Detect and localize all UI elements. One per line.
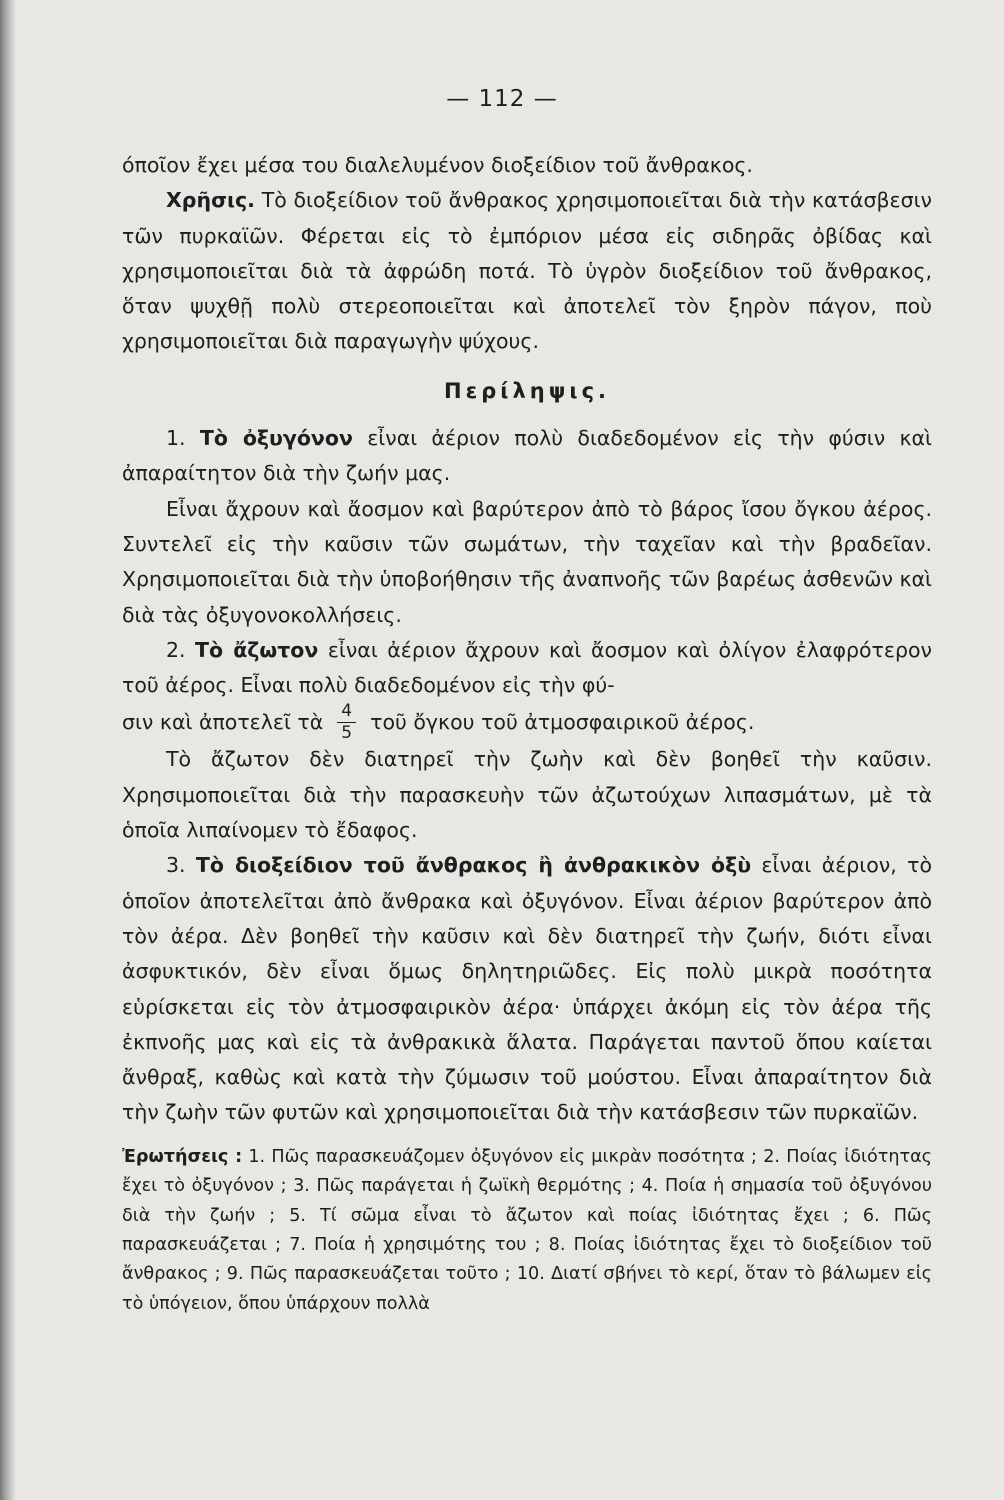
fraction-denominator: 5: [341, 723, 353, 744]
item-number: 2.: [166, 637, 196, 662]
fraction-line-after: τοῦ ὄγκου τοῦ ἀτμοσφαιρικοῦ ἀέρος.: [370, 710, 755, 735]
paragraph-continuation: όποῖον ἔχει μέσα του διαλελυμένον διοξείδιον τοῦ ἄνθρακος.: [122, 153, 753, 177]
paragraph-usage: [122, 183, 932, 359]
fraction: [337, 703, 356, 742]
item-text: εἶναι ἀέριον πολὺ διαδεδομένον εἰς τὴν φύσιν καὶ ἀπαραίτητον διὰ τὴν ζωήν μας.: [122, 426, 932, 486]
summary-oxygen-properties: Εἶναι ἄχρουν καὶ ἄοσμον καὶ βαρύτερον ἀπὸ τὸ βάρος ἴσου ὄγκου ἀέρος. Συντελεῖ εἰς τὴν καῦσιν τῶν σωμάτων, τὴν ταχεῖαν καὶ τὴν βραδεῖαν. Χρησιμοποιεῖται διὰ τὴν ὑποβοήθησιν τῆς ἀναπνοῆς τῶν βαρέως ἀσθενῶν καὶ διὰ τὰς ὀξυγονοκολλήσεις.: [122, 496, 932, 627]
fraction-line: [122, 703, 932, 742]
item-term: Τὸ διοξείδιον τοῦ ἄνθρακος ἢ ἀνθρακικὸν ὀξὺ: [195, 853, 752, 878]
usage-label: Χρῆσις.: [166, 188, 255, 213]
summary-heading: Περίληψις.: [444, 378, 610, 403]
usage-text: Τὸ διοξείδιον τοῦ ἄνθρακος χρησιμοποιεῖται διὰ τὴν κατάσβεσιν τῶν πυρκαϊῶν. Φέρεται εἰς τὸ ἐμπόριον μέσα εἰς σιδηρᾶς ὀβίδας καὶ χρησιμοποιεῖται διὰ τὰ ἀφρώδη ποτά. Τὸ ὑγρὸν διοξείδιον τοῦ ἄνθρακος, ὅταν ψυχθῇ πολὺ στερεοποιεῖται καὶ ἀποτελεῖ τὸν ξηρὸν πάγον, ποὺ χρησιμοποιεῖται διὰ παραγωγὴν ψύχους.: [122, 188, 932, 354]
item-term: Τὸ ἄζωτον: [195, 637, 319, 662]
questions-label: Ἐρωτήσεις :: [122, 1146, 243, 1167]
fraction-line-before: σιν καὶ ἀποτελεῖ τὰ: [122, 710, 324, 735]
summary-item-oxygen: [122, 421, 932, 492]
fraction-numerator: 4: [337, 703, 356, 723]
summary-nitrogen-properties: Τὸ ἄζωτον δὲν διατηρεῖ τὴν ζωὴν καὶ δὲν βοηθεῖ τὴν καῦσιν. Χρησιμοποιεῖται διὰ τὴν παρασκευὴν τῶν ἀζωτούχων λιπασμάτων, μὲ τὰ ὁποῖα λιπαίνομεν τὸ ἔδαφος.: [122, 747, 932, 843]
item-number: 1.: [166, 426, 200, 451]
item-number: 3.: [166, 853, 196, 878]
item-text: εἶναι ἀέριον, τὸ ὁποῖον ἀποτελεῖται ἀπὸ ἄνθρακα καὶ ὀξυγόνον. Εἶναι ἀέριον βαρύτερον ἀπὸ τὸν ἀέρα. Δὲν βοηθεῖ τὴν καῦσιν καὶ δὲν διατηρεῖ τὴν ζωήν, διότι εἶναι ἀσφυκτικόν, δὲν εἶναι ὅμως δηλητηριῶδες. Εἰς πολὺ μικρὰ ποσότητα εὑρίσκεται εἰς τὸν ἀτμοσφαιρικὸν ἀέρα· ὑπάρχει ἀκόμη εἰς τὸν ἀέρα τῆς ἐκπνοῆς μας καὶ εἰς τὰ ἀνθρακικὰ ἅλατα. Παράγεται παντοῦ ὅπου καίεται ἄνθραξ, καθὼς καὶ κατὰ τὴν ζύμωσιν τοῦ μούστου. Εἶναι ἀπαραίτητον διὰ τὴν ζωὴν τῶν φυτῶν καὶ χρησιμοποιεῖται διὰ τὴν κατάσβεσιν τῶν πυρκαϊῶν.: [122, 853, 933, 1125]
page-binding-edge: [0, 0, 16, 1500]
questions-block: [122, 1143, 932, 1319]
item-term: Τὸ ὀξυγόνον: [199, 426, 353, 451]
page-number: — 112 —: [446, 86, 558, 112]
questions-text: 1. Πῶς παρασκευάζομεν ὀξυγόνον εἰς μικρὰν ποσότητα ; 2. Ποίας ἰδιότητας ἔχει τὸ ὀξυγόνον ; 3. Πῶς παράγεται ἡ ζωϊκὴ θερμότης ; 4. Ποία ἡ σημασία τοῦ ὀξυγόνου διὰ τὴν ζωήν ; 5. Τί σῶμα εἶναι τὸ ἄζωτον καὶ ποίας ἰδιότητας ἔχει ; 6. Πῶς παρασκευάζεται ; 7. Ποία ἡ χρησιμότης του ; 8. Ποίας ἰδιότητας ἔχει τὸ διοξείδιον τοῦ ἄνθρακος ; 9. Πῶς παρασκευάζεται τοῦτο ; 10. Διατί σβήνει τὸ κερί, ὅταν τὸ βάλωμεν εἰς τὸ ὑπόγειον, ὅπου ὑπάρχουν πολλὰ: [122, 1146, 932, 1314]
summary-item-nitrogen: [122, 633, 932, 704]
summary-item-carbon-dioxide: [122, 848, 932, 1130]
body-text: [122, 148, 932, 1319]
item-text: εἶναι ἀέριον ἄχρουν καὶ ἄοσμον καὶ ὀλίγον ἐλαφρότερον τοῦ ἀέρος. Εἶναι πολὺ διαδεδομένον εἰς τὴν φύ-: [122, 637, 932, 698]
